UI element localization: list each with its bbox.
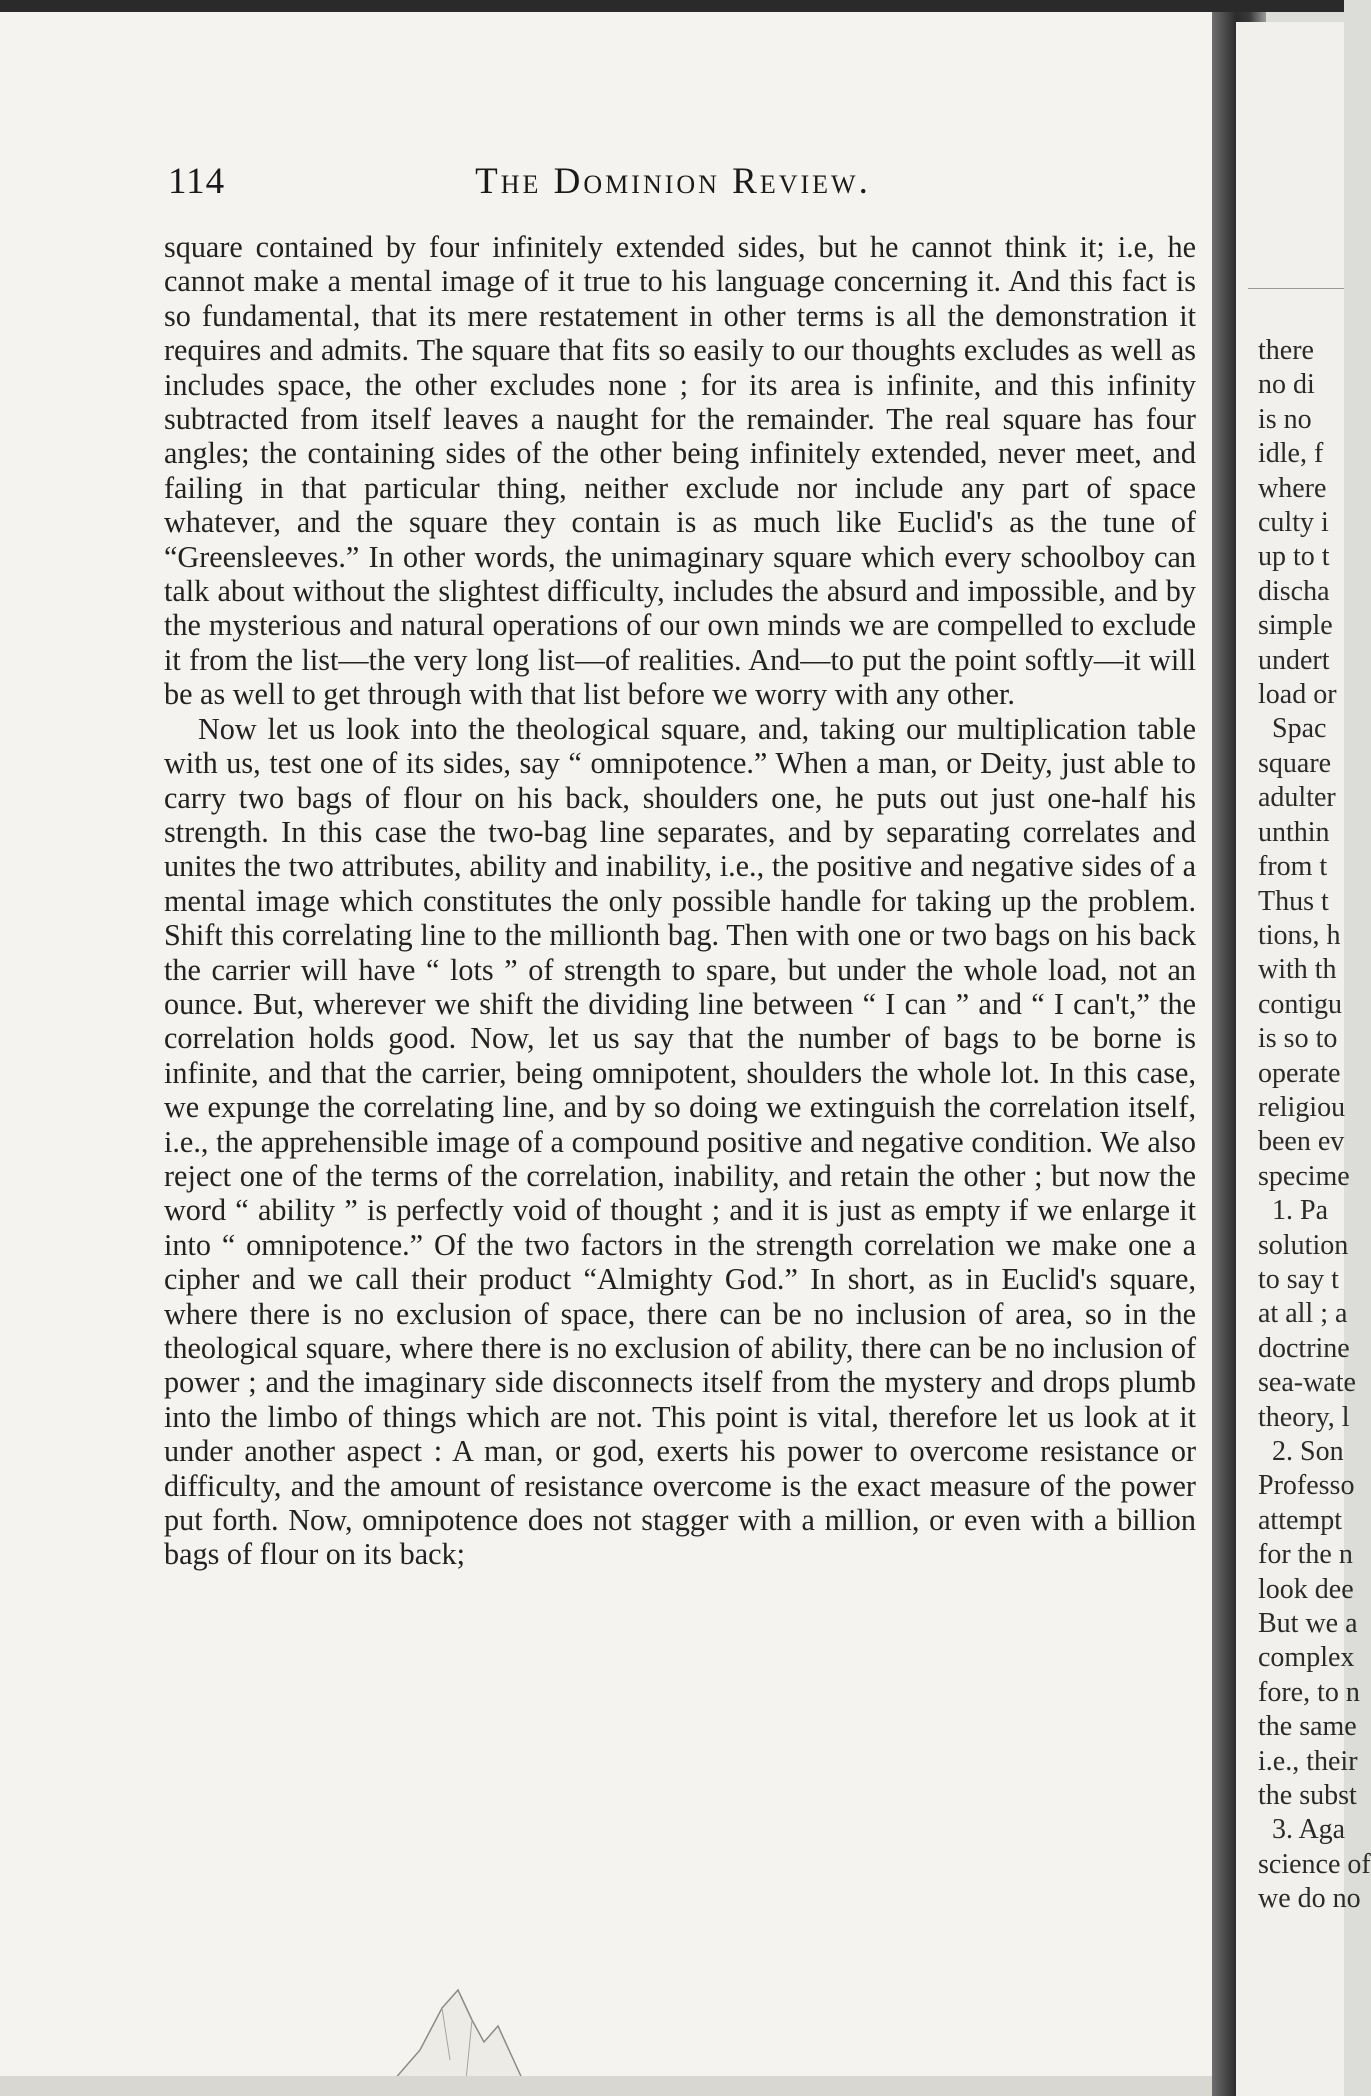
facing-page-line: Spac <box>1258 713 1327 745</box>
facing-page-line: been ev <box>1258 1126 1345 1158</box>
facing-page-line: fore, to n <box>1258 1676 1360 1708</box>
facing-page-line: Professo <box>1258 1470 1355 1502</box>
facing-page-line: 3. Aga <box>1258 1814 1346 1846</box>
facing-page-line: attempt <box>1258 1504 1342 1536</box>
facing-page-line: adulter <box>1258 782 1336 814</box>
facing-page <box>1236 22 1371 2096</box>
running-head: The Dominion Review. <box>475 161 871 202</box>
facing-page-line: load or <box>1258 679 1337 711</box>
facing-page-line: simple <box>1258 610 1333 642</box>
facing-page-line: operate <box>1258 1057 1341 1089</box>
facing-page-line: theory, l <box>1258 1401 1350 1433</box>
facing-page-line: doctrine <box>1258 1332 1350 1364</box>
facing-page-line: no di <box>1258 369 1315 401</box>
facing-page-line: up to t <box>1258 541 1330 573</box>
facing-page-line: from t <box>1258 851 1328 883</box>
facing-page-line: tions, h <box>1258 919 1341 951</box>
facing-page-line: there <box>1258 335 1314 366</box>
page-header <box>168 160 1178 210</box>
facing-page-line: undert <box>1258 644 1330 676</box>
facing-page-line: culty i <box>1258 507 1329 539</box>
facing-page-line: at all ; a <box>1258 1298 1348 1330</box>
facing-page-line: is so to <box>1258 1023 1338 1055</box>
facing-page-text <box>1258 334 1371 1917</box>
paragraph-1: square contained by four infinitely extended sides, but he cannot think it; i.e, he cannot make a mental image of it true to his language concerning it. And this fact is so fundamental, that its mere restatement in other terms is all the demonstration it requires and admits. The square that fits so easily to our thoughts excludes as well as includes space, the other excludes none ; for its area is infinite, and this infinity subtracted from itself leaves a naught for the remainder. The real square has four angles; the containing sides of the other being infinitely extended, never meet, and failing in that particular thing, neither exclude nor include any part of space whatever, and the square they contain is as much like Euclid's as the tune of “Greensleeves.” In other words, the unimaginary square which every schoolboy can talk about without the slightest difficulty, includes the absurd and impossible, and by the mysterious and natural operations of our own minds we are compelled to exclude it from the list—the very long list—of realities. And—to put the point softly—it will be as well to get through with that list before we worry with any other. <box>164 230 1196 712</box>
facing-page-line: solution <box>1258 1229 1349 1261</box>
facing-page-line: But we a <box>1258 1608 1358 1640</box>
facing-page-line: where <box>1258 472 1327 504</box>
facing-page-line: the subst <box>1258 1780 1357 1812</box>
facing-page-line: square <box>1258 747 1332 779</box>
facing-page-rule <box>1248 288 1344 289</box>
facing-page-line: idle, f <box>1258 438 1324 470</box>
facing-page-line: religiou <box>1258 1091 1346 1123</box>
facing-page-line: complex <box>1258 1642 1355 1674</box>
facing-page-line: is no <box>1258 403 1312 435</box>
facing-page-line: specime <box>1258 1160 1350 1192</box>
facing-page-line: contigu <box>1258 988 1342 1020</box>
facing-page-line: we do no <box>1258 1883 1361 1915</box>
page-bottom-shadow <box>0 2076 1212 2096</box>
facing-page-line: discha <box>1258 575 1330 607</box>
page-number: 114 <box>168 161 226 202</box>
facing-page-line: i.e., their <box>1258 1745 1358 1777</box>
facing-page-line: unthin <box>1258 816 1330 848</box>
facing-page-line: Thus t <box>1258 885 1329 917</box>
facing-page-line: sea-wate <box>1258 1367 1356 1399</box>
facing-page-line: look dee <box>1258 1573 1354 1605</box>
facing-page-line: science of <box>1258 1848 1371 1880</box>
facing-page-line: 2. Son <box>1258 1436 1344 1467</box>
body-text <box>164 230 1196 1572</box>
facing-page-line: with th <box>1258 954 1337 986</box>
paragraph-2: Now let us look into the theological square, and, taking our multiplication table with us, test one of its sides, say “ omnipotence.” When a man, or Deity, just able to carry two bags of flour on his back, shoulders one, he puts out just one-half his strength. In this case the two-bag line separates, and by separating correlates and unites the two attributes, ability and inability, i.e., the positive and negative sides of a mental image which constitutes the only possible handle for taking up the problem. Shift this correlating line to the millionth bag. Then with one or two bags on his back the carrier will have “ lots ” of strength to spare, but under the whole load, not an ounce. But, wherever we shift the dividing line between “ I can ” and “ I can't,” the correlation holds good. Now, let us say that the number of bags to be borne is infinite, and that the carrier, being omnipotent, shoulders the whole lot. In this case, we expunge the correlating line, and by so doing we extinguish the correlation itself, i.e., the apprehensible image of a compound positive and negative condition. We also reject one of the terms of the correlation, inability, and retain the other ; but now the word “ ability ” is perfectly void of thought ; and it is just as empty if we enlarge it into “ omnipotence.” Of the two factors in the strength correlation we make one a cipher and we call their product “Almighty God.” In short, as in Euclid's square, where there is no exclusion of space, there can be no inclusion of area, so in the theological square, where there is no exclusion of ability, there can be no inclusion of power ; and the imaginary side disconnects itself from the mystery and drops plumb into the limbo of things which are not. This point is vital, therefore let us look at it under another aspect : A man, or god, exerts his power to overcome resistance or difficulty, and the amount of resistance overcome is the exact measure of the power put forth. Now, omnipotence does not stagger with a million, or even with a billion bags of flour on its back; <box>164 711 1196 1572</box>
facing-page-line: the same <box>1258 1711 1357 1743</box>
scan-top-border <box>0 0 1344 12</box>
facing-page-line: to say t <box>1258 1263 1339 1295</box>
facing-page-line: 1. Pa <box>1258 1195 1328 1227</box>
facing-page-line: for the n <box>1258 1539 1353 1571</box>
